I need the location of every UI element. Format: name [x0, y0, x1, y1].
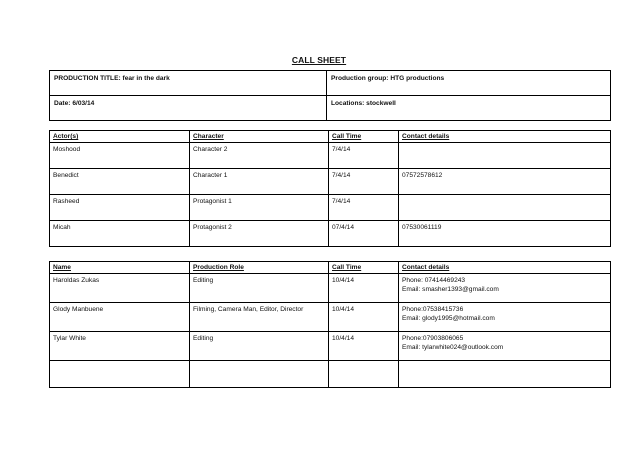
phone-text: Phone:07903806065	[402, 334, 464, 342]
role-cell: Editing	[190, 273, 329, 302]
phone-text: Phone: 07414469243	[402, 276, 466, 284]
actors-table	[49, 130, 611, 247]
call-time-cell: 10/4/14	[329, 302, 399, 331]
contact-cell	[399, 331, 611, 360]
empty-cell	[190, 360, 329, 387]
contact-cell: 07530061119	[399, 220, 611, 246]
column-header: Name	[50, 262, 190, 274]
call-time-cell: 7/4/14	[329, 168, 399, 194]
character-cell: Character 1	[190, 168, 329, 194]
email-text: Email: tylarwhite024@outlook.com	[402, 344, 504, 351]
actor-name-cell: Rasheed	[50, 194, 190, 220]
actor-name-cell: Moshood	[50, 142, 190, 168]
contact-cell	[399, 302, 611, 331]
table-header-row	[50, 131, 611, 143]
email-text: Email: smasher1393@gmail.com	[402, 286, 499, 293]
table-header-row	[50, 262, 611, 274]
character-cell: Character 2	[190, 142, 329, 168]
contact-cell	[399, 142, 611, 168]
character-cell: Protagonist 2	[190, 220, 329, 246]
table-row	[50, 96, 611, 121]
contact-cell	[399, 273, 611, 302]
role-cell: Filming, Camera Man, Editor, Director	[190, 302, 329, 331]
crew-table	[49, 261, 611, 388]
phone-text: Phone:07538415736	[402, 305, 464, 313]
table-row	[50, 168, 611, 194]
crew-name-cell: Glody Manbuene	[50, 302, 190, 331]
crew-name-cell: Tylar White	[50, 331, 190, 360]
table-row	[50, 194, 611, 220]
date-cell: Date: 6/03/14	[50, 96, 327, 121]
crew-name-cell: Haroldas Zukas	[50, 273, 190, 302]
column-header: Contact details	[399, 131, 611, 143]
table-row	[50, 331, 611, 360]
column-header: Character	[190, 131, 329, 143]
column-header: Actor(s)	[50, 131, 190, 143]
call-time-cell: 7/4/14	[329, 142, 399, 168]
role-cell: Editing	[190, 331, 329, 360]
empty-cell	[329, 360, 399, 387]
call-time-cell: 07/4/14	[329, 220, 399, 246]
call-time-cell: 10/4/14	[329, 273, 399, 302]
column-header: Contact details	[399, 262, 611, 274]
page-title: CALL SHEET	[291, 55, 347, 65]
table-row	[50, 302, 611, 331]
production-info-table	[49, 70, 611, 121]
empty-cell	[50, 360, 190, 387]
column-header: Call Time	[329, 262, 399, 274]
contact-cell	[399, 194, 611, 220]
empty-cell	[399, 360, 611, 387]
call-time-cell: 7/4/14	[329, 194, 399, 220]
call-time-cell: 10/4/14	[329, 331, 399, 360]
empty-table-row	[50, 360, 611, 387]
column-header: Call Time	[329, 131, 399, 143]
table-row	[50, 142, 611, 168]
production-group-cell: Production group: HTG productions	[327, 71, 611, 96]
character-cell: Protagonist 1	[190, 194, 329, 220]
table-row	[50, 220, 611, 246]
locations-cell: Locations: stockwell	[327, 96, 611, 121]
actor-name-cell: Benedict	[50, 168, 190, 194]
production-title-cell: PRODUCTION TITLE: fear in the dark	[50, 71, 327, 96]
table-row	[50, 273, 611, 302]
contact-cell: 07572578612	[399, 168, 611, 194]
actor-name-cell: Micah	[50, 220, 190, 246]
column-header: Production Role	[190, 262, 329, 274]
email-text: Email: glody1995@hotmail.com	[402, 315, 495, 322]
table-row	[50, 71, 611, 96]
